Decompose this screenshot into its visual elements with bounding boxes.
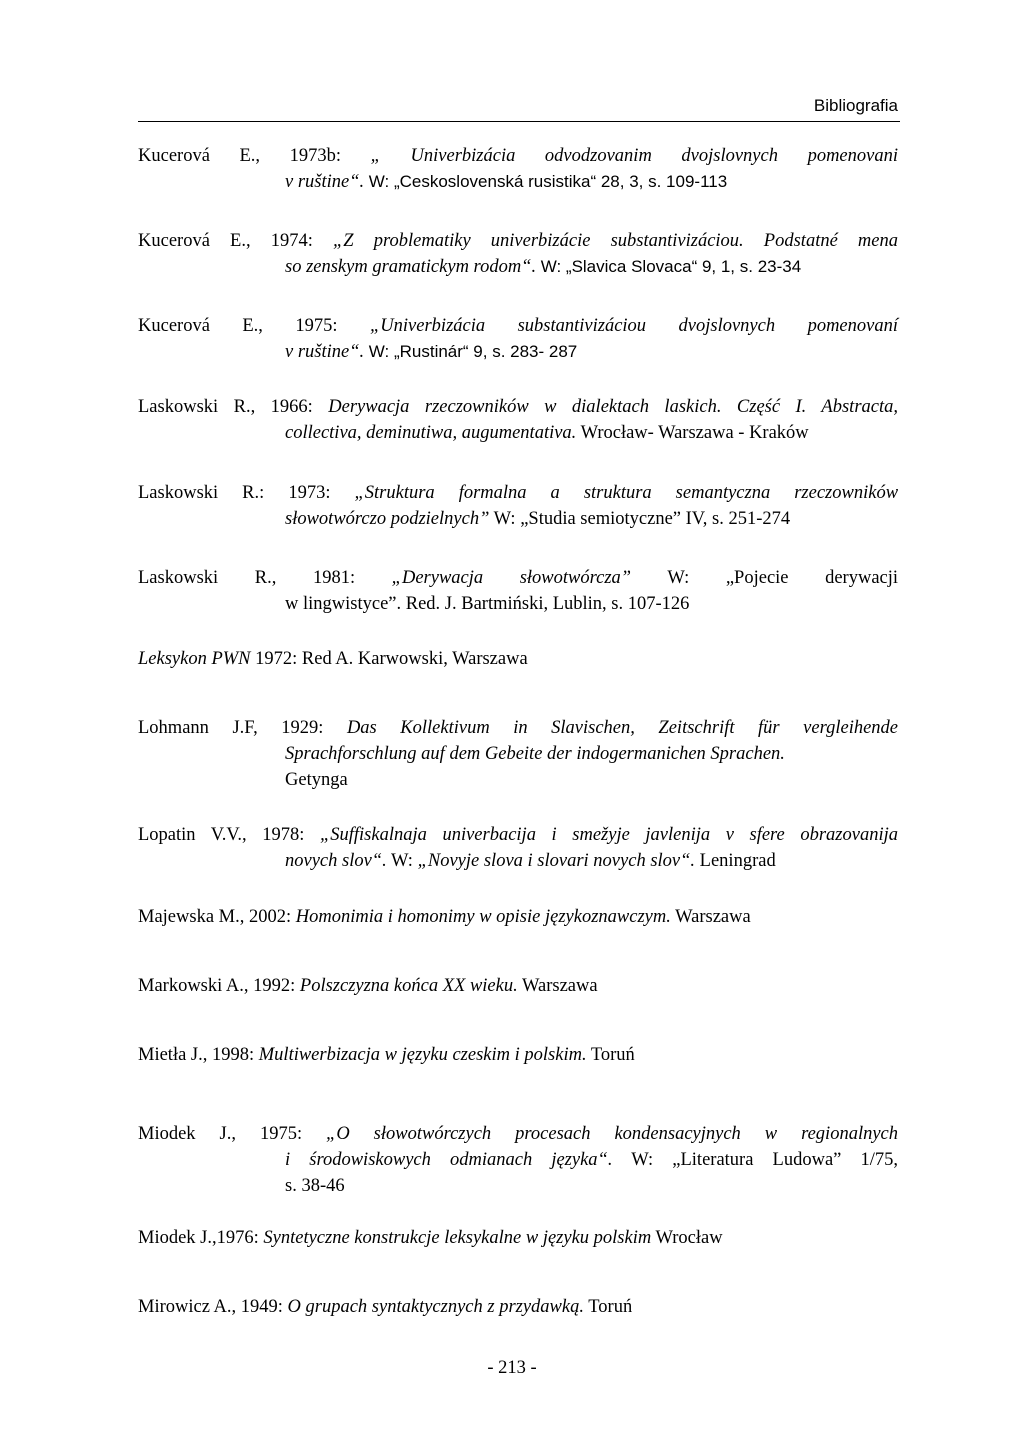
entry-title: „ Univerbizácia odvodzovanim dvojslovnych pomenovani bbox=[370, 146, 898, 166]
bibliography-entry bbox=[138, 1225, 898, 1251]
entry-author: Mietła J., bbox=[138, 1045, 208, 1065]
entry-title: „Derywacja słowotwórcza” bbox=[391, 568, 632, 588]
entry-title-cont: v ruštine“. bbox=[285, 342, 365, 362]
entry-title: „Univerbizácia substantivizáciou dvojslovnych pomenovaní bbox=[370, 316, 898, 336]
entry-title: „Z problematiky univerbizácie substantivizáciou. Podstatné mena bbox=[333, 231, 899, 251]
entry-source-a: W: bbox=[391, 851, 413, 871]
entry-source-title: „Novyje slova i slovari novych slov“. bbox=[417, 851, 696, 871]
page-number: - 213 - bbox=[487, 1358, 537, 1378]
entry-year: 1975: bbox=[259, 1124, 303, 1144]
entry-year: 1949: bbox=[240, 1297, 283, 1317]
entry-year: 1978: bbox=[262, 825, 305, 845]
entry-author: Miodek J., bbox=[138, 1228, 217, 1248]
entry-title: Syntetyczne konstrukcje leksykalne w języku polskim bbox=[263, 1228, 652, 1248]
entry-title: „Struktura formalna a struktura semantyczna rzeczowników bbox=[354, 483, 899, 503]
entry-year: 1973b: bbox=[289, 146, 342, 166]
entry-author: Markowski A., bbox=[138, 976, 249, 996]
entry-title: Homonimia i homonimy w opisie językoznawczym. bbox=[295, 907, 671, 927]
entry-source-b: s. 38-46 bbox=[285, 1176, 345, 1196]
entry-source: Warszawa bbox=[675, 907, 751, 927]
entry-year: 1966: bbox=[270, 397, 313, 417]
entry-source: Red A. Karwowski, Warszawa bbox=[301, 649, 528, 669]
entry-author: Kucerová E., bbox=[138, 146, 261, 166]
entry-year: 1972: bbox=[255, 649, 298, 669]
entry-year: 1929: bbox=[281, 718, 324, 738]
entry-source-a: W: „Pojecie derywacji bbox=[667, 568, 899, 588]
entry-author: Lohmann J.F, bbox=[138, 718, 258, 738]
entry-source: Wrocław- Warszawa - Kraków bbox=[580, 423, 809, 443]
entry-author: Laskowski R.: bbox=[138, 483, 265, 503]
bibliography-entry bbox=[138, 394, 898, 446]
bibliography-entry bbox=[138, 973, 898, 999]
entry-year: 1973: bbox=[288, 483, 331, 503]
entry-source-a: W: „Literatura Ludowa” 1/75, bbox=[631, 1150, 898, 1170]
bibliography-entry bbox=[138, 715, 898, 793]
entry-source-b: w lingwistyce”. Red. J. Bartmiński, Lublin, s. 107-126 bbox=[285, 594, 690, 614]
entry-year: 1981: bbox=[312, 568, 356, 588]
entry-year: 1992: bbox=[253, 976, 296, 996]
entry-title: Multiwerbizacja w języku czeskim i polskim. bbox=[258, 1045, 587, 1065]
entry-year: 1998: bbox=[212, 1045, 255, 1065]
entry-source: W: „Rustinár“ 9, s. 283- 287 bbox=[368, 342, 578, 361]
entry-author: Miodek J., bbox=[138, 1124, 236, 1144]
bibliography-entry bbox=[138, 480, 898, 532]
bibliography-entry bbox=[138, 143, 898, 195]
entry-title: Polszczyzna końca XX wieku. bbox=[299, 976, 518, 996]
entry-title: „Suffiskalnaja univerbacija i smežyje javlenija v sfere obrazovanija bbox=[319, 825, 898, 845]
bibliography-entry bbox=[138, 228, 898, 280]
entry-title-cont: v ruštine“. bbox=[285, 172, 365, 192]
entry-author: Laskowski R., bbox=[138, 568, 277, 588]
entry-author: Laskowski R., bbox=[138, 397, 256, 417]
entry-source: W: „Slavica Slovaca“ 9, 1, s. 23-34 bbox=[540, 257, 802, 276]
entry-year: 1974: bbox=[270, 231, 313, 251]
entry-author: Mirowicz A., bbox=[138, 1297, 237, 1317]
entry-source: Wrocław bbox=[655, 1228, 723, 1248]
entry-title-cont: novych slov“. bbox=[285, 851, 387, 871]
entry-source: Getynga bbox=[285, 770, 348, 790]
header-rule bbox=[138, 121, 900, 122]
entry-author: Majewska M., bbox=[138, 907, 245, 927]
bibliography-entry bbox=[138, 646, 898, 672]
entry-source: Toruń bbox=[590, 1045, 635, 1065]
bibliography-entry bbox=[138, 1121, 898, 1199]
bibliography-entry bbox=[138, 313, 898, 365]
bibliography-entry bbox=[138, 1294, 898, 1320]
entry-title: Derywacja rzeczowników w dialektach laskich. Część I. Abstracta, bbox=[328, 397, 898, 417]
entry-source-b: Leningrad bbox=[699, 851, 776, 871]
entry-title: Das Kollektivum in Slavischen, Zeitschrift für vergleihende bbox=[346, 718, 899, 738]
entry-year: 1975: bbox=[295, 316, 338, 336]
entry-source: Warszawa bbox=[522, 976, 598, 996]
entry-source: W: „Ceskoslovenská rusistika“ 28, 3, s. 109-113 bbox=[368, 172, 728, 191]
entry-source: Toruń bbox=[588, 1297, 633, 1317]
entry-year: 1976: bbox=[216, 1228, 259, 1248]
bibliography-entry bbox=[138, 1042, 898, 1068]
entry-title-cont: so zenskym gramatickym rodom“. bbox=[285, 257, 537, 277]
entry-author: Lopatin V.V., bbox=[138, 825, 247, 845]
entry-title-cont: i środowiskowych odmianach języka“. bbox=[285, 1150, 613, 1170]
entry-title-cont: collectiva, deminutiwa, augumentativa. bbox=[285, 423, 577, 443]
entry-source: W: „Studia semiotyczne” IV, s. 251-274 bbox=[493, 509, 791, 529]
entry-title: Leksykon PWN bbox=[138, 649, 251, 669]
entry-year: 2002: bbox=[248, 907, 292, 927]
entry-title-cont: słowotwórczo podzielnych” bbox=[285, 509, 490, 529]
entry-title: „O słowotwórczych procesach kondensacyjnych w regionalnych bbox=[326, 1124, 899, 1144]
entry-title-cont: Sprachforschlung auf dem Gebeite der indogermanichen Sprachen. bbox=[285, 744, 785, 764]
bibliography-entry bbox=[138, 565, 898, 617]
bibliography-entry bbox=[138, 904, 898, 930]
running-header: Bibliografia bbox=[813, 96, 898, 115]
entry-author: Kucerová E., bbox=[138, 231, 251, 251]
entry-title: O grupach syntaktycznych z przydawką. bbox=[287, 1297, 584, 1317]
bibliography-entry bbox=[138, 822, 898, 874]
entry-author: Kucerová E., bbox=[138, 316, 263, 336]
